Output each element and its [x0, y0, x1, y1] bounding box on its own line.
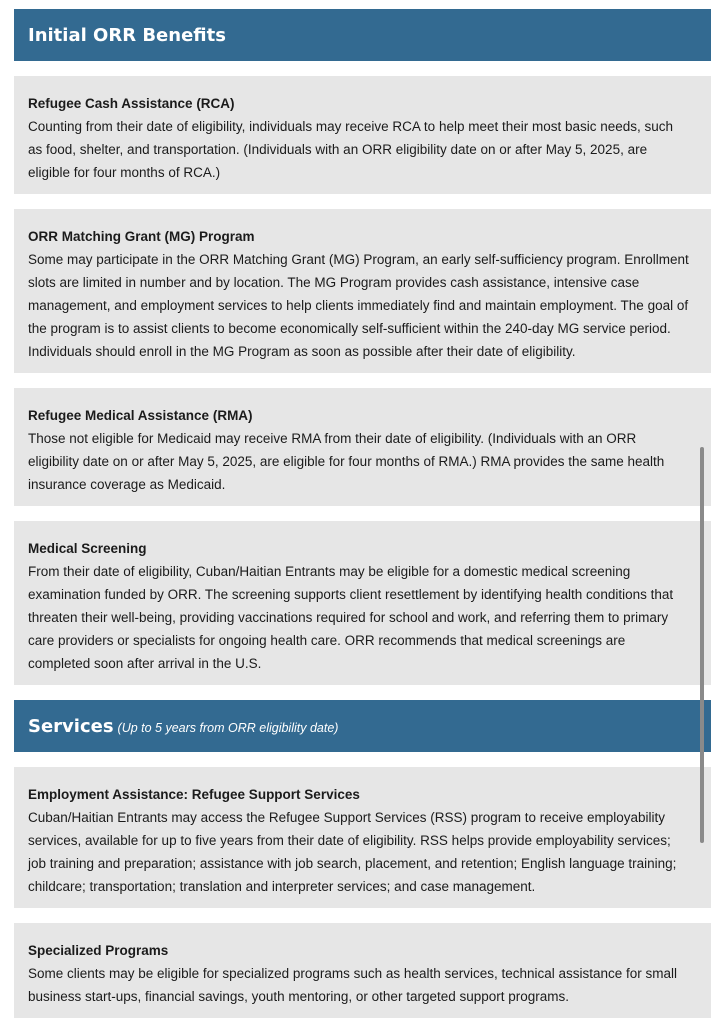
card-specialized-programs — [14, 923, 711, 1018]
card-title: Employment Assistance: Refugee Support Services — [28, 787, 360, 802]
card-title: Refugee Cash Assistance (RCA) — [28, 96, 235, 111]
card-title: Specialized Programs — [28, 943, 169, 958]
card-medical-screening — [14, 521, 711, 685]
card-title: ORR Matching Grant (MG) Program — [28, 229, 255, 244]
section-subtitle: (Up to 5 years from ORR eligibility date) — [117, 720, 339, 735]
card-body: Some clients may be eligible for specialized programs such as health services, technical assistance for small business start-ups, financial savings, youth mentoring, or other targeted support programs. — [28, 966, 678, 1004]
section-title: Initial ORR Benefits — [28, 24, 226, 46]
card-refugee-medical-assistance — [14, 388, 711, 506]
card-body: Cuban/Haitian Entrants may access the Refugee Support Services (RSS) program to receive employability services, available for up to five years from their date of eligibility. RSS helps provide employability services; job training and preparation; assistance with job search, placement, and retention; English language training; childcare; transportation; translation and interpreter services; and case management. — [28, 810, 677, 894]
section-title: Services — [28, 715, 114, 737]
section-header-services — [14, 700, 711, 752]
card-body: Counting from their date of eligibility, individuals may receive RCA to help meet their most basic needs, such as food, shelter, and transportation. (Individuals with an ORR eligibility date on or after May 5, 2025, are eligible for four months of RCA.) — [28, 119, 674, 180]
scrollbar-thumb[interactable] — [700, 447, 704, 843]
benefits-document — [14, 9, 711, 1018]
card-body: Those not eligible for Medicaid may receive RMA from their date of eligibility. (Individuals with an ORR eligibility date on or after May 5, 2025, are eligible for four months of RMA.) RMA provides the same health insurance coverage as Medicaid. — [28, 431, 665, 492]
card-title: Medical Screening — [28, 541, 147, 556]
card-body: Some may participate in the ORR Matching Grant (MG) Program, an early self-sufficiency program. Enrollment slots are limited in number and by location. The MG Program provides cash assistance, intensive case management, and employment services to help clients immediately find and maintain employment. The goal of the program is to assist clients to become economically self-sufficient within the 240-day MG service period. Individuals should enroll in the MG Program as soon as possible after their date of eligibility. — [28, 252, 689, 359]
section-header-initial-orr-benefits — [14, 9, 711, 61]
card-employment-assistance — [14, 767, 711, 908]
card-refugee-cash-assistance — [14, 76, 711, 194]
card-matching-grant-program — [14, 209, 711, 373]
card-body: From their date of eligibility, Cuban/Haitian Entrants may be eligible for a domestic medical screening examination funded by ORR. The screening supports client resettlement by identifying health conditions that threaten their well-being, providing vaccinations required for school and work, and referring them to primary care providers or specialists for ongoing health care. ORR recommends that medical screenings are completed soon after arrival in the U.S. — [28, 564, 674, 671]
card-title: Refugee Medical Assistance (RMA) — [28, 408, 253, 423]
